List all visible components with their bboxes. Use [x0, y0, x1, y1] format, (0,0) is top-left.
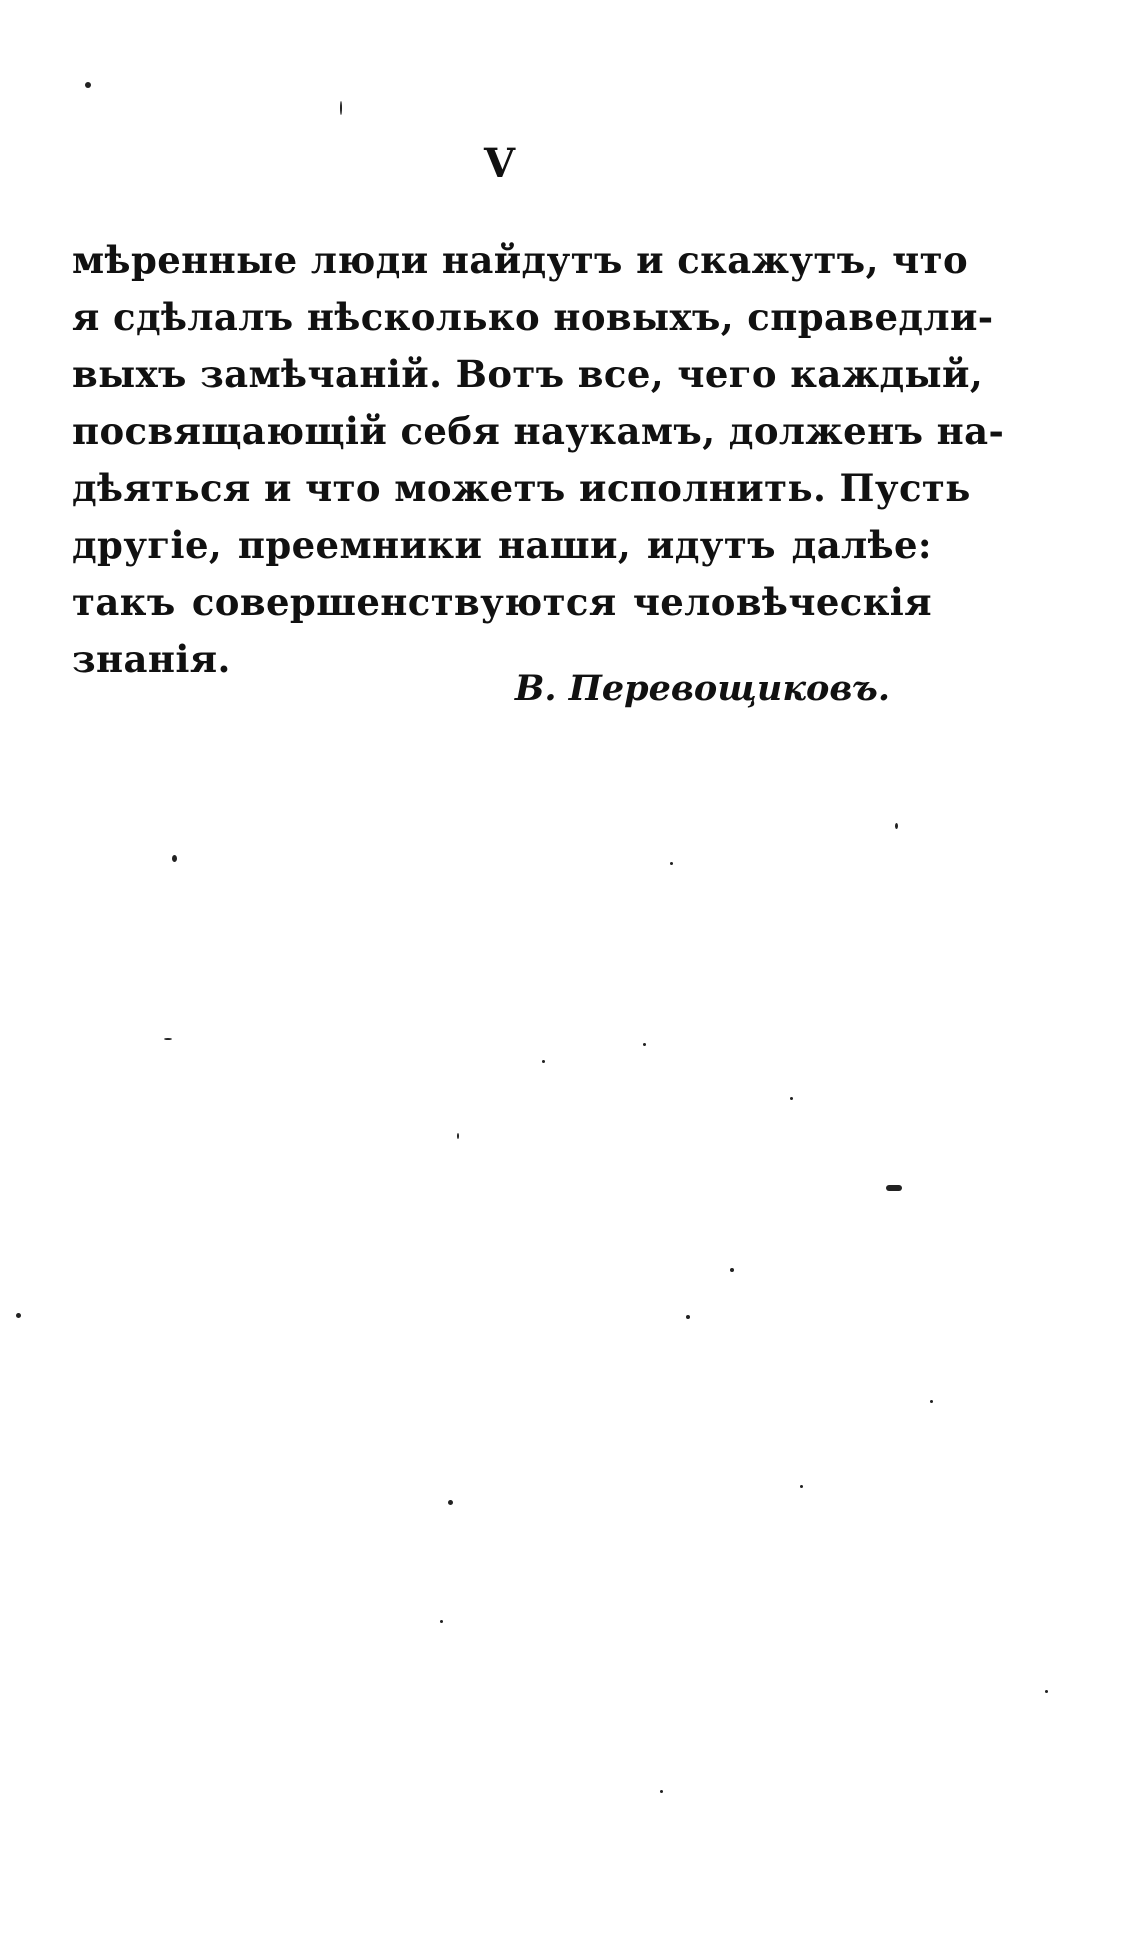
scan-speck	[340, 101, 342, 115]
text-line: знанія.	[72, 637, 231, 681]
text-line: выхъ замѣчаній. Вотъ все, чего каждый,	[72, 352, 984, 396]
page-number: V	[483, 140, 517, 187]
body-text	[72, 232, 1005, 688]
scan-speck	[1045, 1690, 1048, 1693]
scan-speck	[448, 1500, 453, 1505]
text-line: посвящающій себя наукамъ, долженъ на-	[72, 409, 1005, 453]
scan-speck	[660, 1790, 663, 1793]
scan-speck	[16, 1313, 21, 1318]
scan-speck	[440, 1620, 443, 1623]
text-line: другіе, преемники наши, идутъ далѣе:	[72, 523, 932, 567]
text-line: мѣренные люди найдутъ и скажутъ, что	[72, 238, 969, 282]
text-line: такъ совершенствуются человѣческія	[72, 580, 932, 624]
scan-speck	[790, 1097, 793, 1100]
author-signature: В. Перевощиковъ.	[514, 668, 890, 709]
scan-speck	[643, 1043, 646, 1046]
text-line: я сдѣлалъ нѣсколько новыхъ, справедли-	[72, 295, 994, 339]
scan-speck	[895, 823, 898, 829]
scan-speck	[457, 1133, 459, 1139]
scan-speck	[686, 1315, 690, 1319]
scan-speck	[164, 1038, 172, 1040]
scan-speck	[85, 82, 91, 88]
scan-speck	[930, 1400, 933, 1403]
scan-speck	[886, 1185, 902, 1191]
scan-speck	[730, 1268, 734, 1272]
text-line: дѣяться и что можетъ исполнить. Пусть	[72, 466, 971, 510]
scan-speck	[542, 1060, 545, 1063]
scan-speck	[670, 862, 673, 865]
scan-speck	[800, 1485, 803, 1488]
scan-speck	[172, 855, 177, 862]
